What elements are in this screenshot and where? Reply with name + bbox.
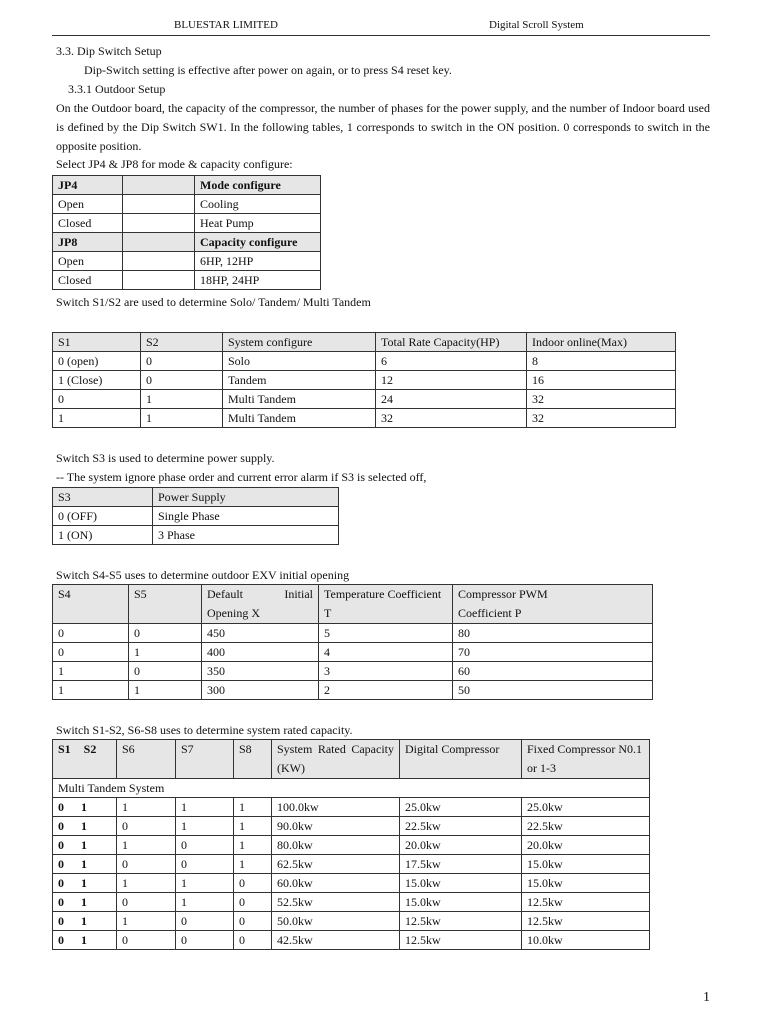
table-row: Open 6HP, 12HP [53,252,321,271]
table-row: 0 1 0 0 1 62.5kw 17.5kw 15.0kw [53,855,650,874]
s1-s2-table [52,332,676,428]
table-row: 0 0 450 5 80 [53,624,653,643]
table-row [53,176,321,195]
s12-caption: Switch S1/S2 are used to determine Solo/ Tandem/ Multi Tandem [56,295,371,309]
cap-caption: Switch S1-S2, S6-S8 uses to determine system rated capacity. [56,723,353,737]
capacity-table [52,739,650,950]
table-header-row: S1 S2 S6 S7 S8 System Rated Capacity (KW) Digital Compressor Fixed Compressor N0.1 or 1-3 [53,740,650,779]
table-row: 0 1 Multi Tandem 24 32 [53,390,676,409]
s45-caption: Switch S4-S5 uses to determine outdoor EXV initial opening [56,568,350,582]
table-row: 0 1 0 0 0 42.5kw 12.5kw 10.0kw [53,931,650,950]
table-row: Closed Heat Pump [53,214,321,233]
table-row: 0 (open) 0 Solo 6 8 [53,352,676,371]
table-header-row: S1 S2 System configure Total Rate Capacity(HP) Indoor online(Max) [53,333,676,352]
jp4-header: Mode configure [195,176,321,195]
table-row: 1 (Close) 0 Tandem 12 16 [53,371,676,390]
table-row: 1 0 350 3 60 [53,662,653,681]
table-row: 1 (ON) 3 Phase [53,526,339,545]
table-row: Closed 18HP, 24HP [53,271,321,290]
select-jp-line: Select JP4 & JP8 for mode & capacity configure: [56,157,293,171]
jp4-label: JP4 [53,176,123,195]
subsection-title: 3.3.1 Outdoor Setup [68,82,166,96]
table-row: Open Cooling [53,195,321,214]
header-product: Digital Scroll System [489,19,584,31]
group-label: Multi Tandem System [53,779,650,798]
jp-config-table [52,175,321,290]
s3-table [52,487,339,545]
s3-note: -- The system ignore phase order and current error alarm if S3 is selected off, [56,470,427,484]
table-row: 0 1 0 1 0 52.5kw 15.0kw 12.5kw [53,893,650,912]
table-row: 0 (OFF) Single Phase [53,507,339,526]
jp8-header: Capacity configure [195,233,321,252]
section-note: Dip-Switch setting is effective after power on again, or to press S4 reset key. [84,63,452,77]
intro-paragraph: On the Outdoor board, the capacity of the compressor, the number of phases for the power supply, and the number of Indoor board used is defined by the Dip Switch SW1. In the following tables, 1 corresponds to switch in the ON position. 0 corresponds to switch in the opposite position. [56,101,710,153]
table-row: 0 1 1 0 0 50.0kw 12.5kw 12.5kw [53,912,650,931]
page-number: 1 [703,990,710,1005]
table-row: 0 1 1 1 0 60.0kw 15.0kw 15.0kw [53,874,650,893]
s3-caption: Switch S3 is used to determine power supply. [56,451,275,465]
page-header [52,18,710,36]
table-row: 1 1 Multi Tandem 32 32 [53,409,676,428]
group-row [53,779,650,798]
table-row: 1 1 300 2 50 [53,681,653,700]
table-row: 0 1 1 1 1 100.0kw 25.0kw 25.0kw [53,798,650,817]
section-title: 3.3. Dip Switch Setup [56,44,162,58]
table-row: 0 1 1 0 1 80.0kw 20.0kw 20.0kw [53,836,650,855]
header-company: BLUESTAR LIMITED [174,19,278,31]
jp8-label: JP8 [53,233,123,252]
table-row: 0 1 0 1 1 90.0kw 22.5kw 22.5kw [53,817,650,836]
table-header-row: S3 Power Supply [53,488,339,507]
table-header-row: S4 S5 Default Initial Opening X Temperature Coefficient T Compressor PWM Coefficient P [53,585,653,624]
table-row [53,233,321,252]
s4-s5-table [52,584,653,700]
table-row: 0 1 400 4 70 [53,643,653,662]
